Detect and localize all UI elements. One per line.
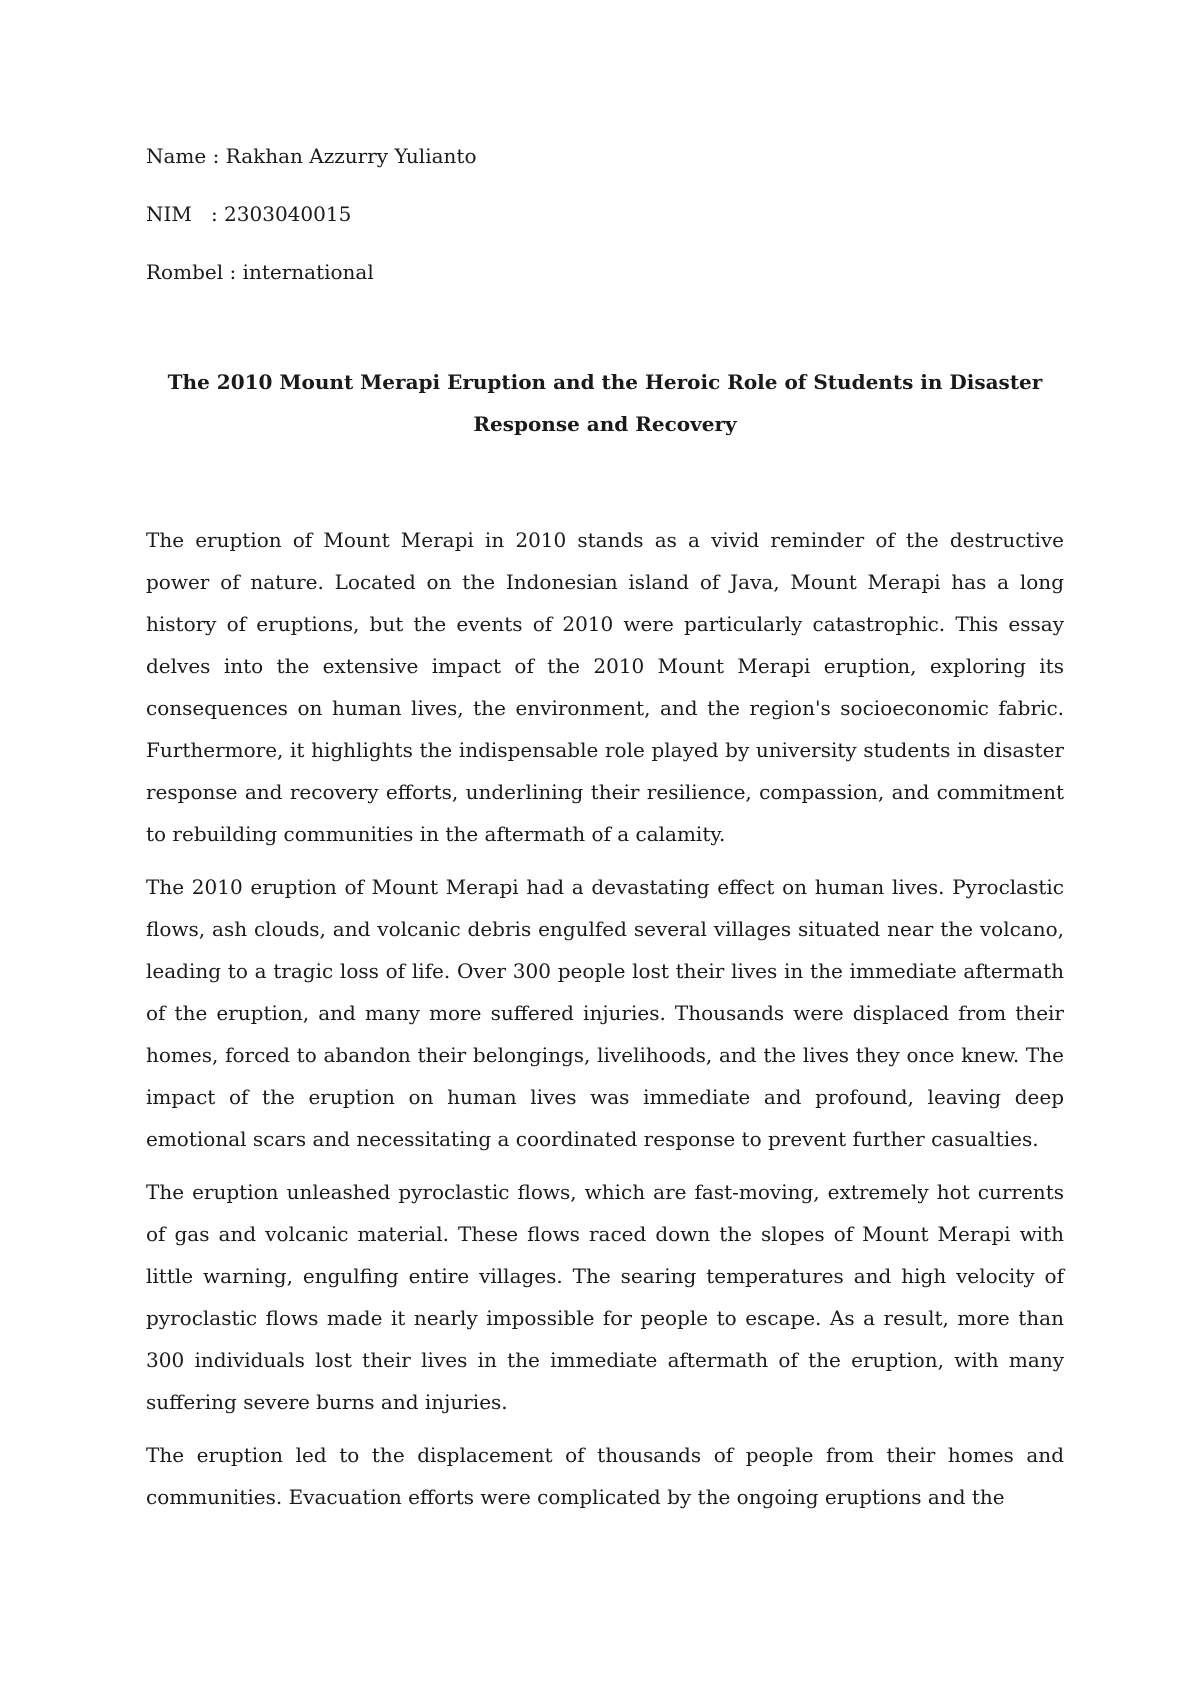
essay-title: The 2010 Mount Merapi Eruption and the Heroic Role of Students in Disaster Response and Recovery <box>167 370 1043 436</box>
document-content <box>146 142 1064 1529</box>
student-name: Name : Rakhan Azzurry Yulianto <box>146 144 477 168</box>
student-info <box>146 142 1064 286</box>
paragraph: The eruption of Mount Merapi in 2010 stands as a vivid reminder of the destructive power of nature. Located on the Indonesian island of Java, Mount Merapi has a long history of eruptions, but the events of 2010 were particularly catastrophic. This essay delves into the extensive impact of the 2010 Mount Merapi eruption, exploring its consequences on human lives, the environment, and the region's socioeconomic fabric. Furthermore, it highlights the indispensable role played by university students in disaster response and recovery efforts, underlining their resilience, compassion, and commitment to rebuilding communities in the aftermath of a calamity. <box>146 528 1064 846</box>
paragraph: The 2010 eruption of Mount Merapi had a devastating effect on human lives. Pyroclastic flows, ash clouds, and volcanic debris engulfed several villages situated near the volcano, leading to a tragic loss of life. Over 300 people lost their lives in the immediate aftermath of the eruption, and many more suffered injuries. Thousands were displaced from their homes, forced to abandon their belongings, livelihoods, and the lives they once knew. The impact of the eruption on human lives was immediate and profound, leaving deep emotional scars and necessitating a coordinated response to prevent further casualties. <box>146 875 1064 1151</box>
student-nim: NIM : 2303040015 <box>146 202 352 226</box>
paragraph: The eruption unleashed pyroclastic flows, which are fast-moving, extremely hot currents of gas and volcanic material. These flows raced down the slopes of Mount Merapi with little warning, engulfing entire villages. The searing temperatures and high velocity of pyroclastic flows made it nearly impossible for people to escape. As a result, more than 300 individuals lost their lives in the immediate aftermath of the eruption, with many suffering severe burns and injuries. <box>146 1180 1064 1414</box>
paragraph: The eruption led to the displacement of thousands of people from their homes and communities. Evacuation efforts were complicated by the ongoing eruptions and the <box>146 1443 1064 1509</box>
student-rombel: Rombel : international <box>146 260 374 284</box>
